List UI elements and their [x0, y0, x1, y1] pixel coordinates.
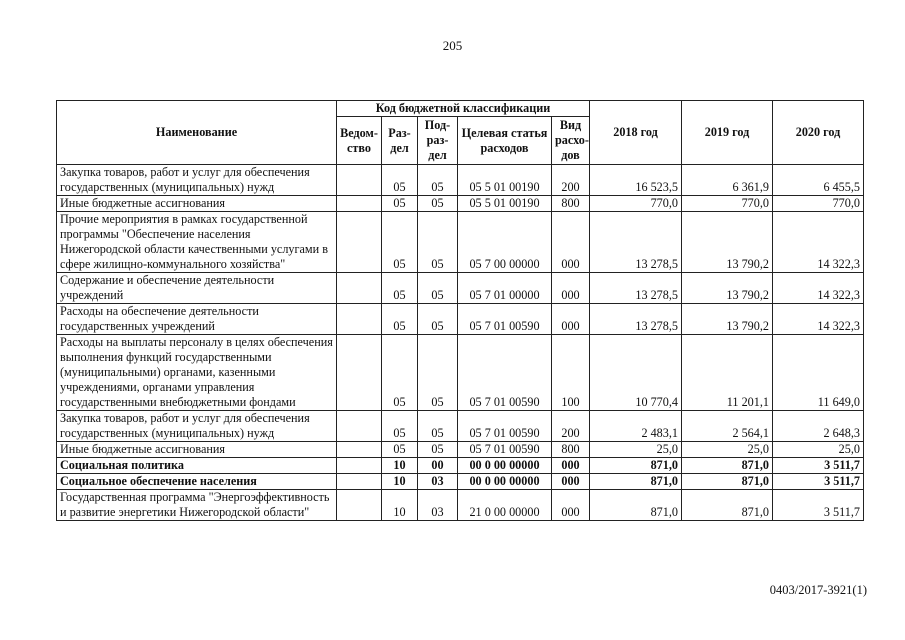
- row-target: 05 5 01 00190: [458, 196, 552, 212]
- row-2020: 14 322,3: [773, 273, 864, 304]
- row-target: 05 7 01 00590: [458, 304, 552, 335]
- row-2020: 3 511,7: [773, 458, 864, 474]
- row-2018: 2 483,1: [590, 411, 682, 442]
- page-number: 205: [442, 38, 463, 53]
- row-vid: 000: [552, 304, 590, 335]
- row-vedomstvo: [337, 212, 382, 273]
- row-name: Социальное обеспечение населения: [57, 474, 337, 490]
- row-podrazdel: 05: [418, 212, 458, 273]
- header-2020: 2020 год: [773, 101, 864, 165]
- row-2019: 2 564,1: [682, 411, 773, 442]
- row-name: Иные бюджетные ассигнования: [57, 196, 337, 212]
- row-2020: 14 322,3: [773, 212, 864, 273]
- document-code: 0403/2017-3921(1): [769, 583, 867, 597]
- header-vedomstvo: Ведом-ство: [337, 117, 382, 165]
- row-razdel: 05: [382, 304, 418, 335]
- row-vid: 000: [552, 273, 590, 304]
- row-2020: 3 511,7: [773, 490, 864, 521]
- row-vedomstvo: [337, 304, 382, 335]
- row-razdel: 10: [382, 458, 418, 474]
- table-row: [57, 490, 864, 521]
- row-2019: 871,0: [682, 458, 773, 474]
- row-2018: 13 278,5: [590, 212, 682, 273]
- row-podrazdel: 05: [418, 411, 458, 442]
- row-razdel: 05: [382, 273, 418, 304]
- row-podrazdel: 05: [418, 273, 458, 304]
- row-razdel: 05: [382, 335, 418, 411]
- row-2019: 13 790,2: [682, 273, 773, 304]
- row-name: Иные бюджетные ассигнования: [57, 442, 337, 458]
- row-2018: 13 278,5: [590, 273, 682, 304]
- row-name: Расходы на обеспечение деятельности государственных учреждений: [57, 304, 337, 335]
- row-2020: 2 648,3: [773, 411, 864, 442]
- row-vedomstvo: [337, 411, 382, 442]
- row-target: 05 7 01 00590: [458, 335, 552, 411]
- row-2018: 13 278,5: [590, 304, 682, 335]
- row-vid: 100: [552, 335, 590, 411]
- row-2020: 25,0: [773, 442, 864, 458]
- table-row: [57, 196, 864, 212]
- row-razdel: 05: [382, 442, 418, 458]
- row-vid: 000: [552, 490, 590, 521]
- table-row: [57, 165, 864, 196]
- row-vedomstvo: [337, 165, 382, 196]
- row-2020: 14 322,3: [773, 304, 864, 335]
- row-2019: 25,0: [682, 442, 773, 458]
- table-row: [57, 273, 864, 304]
- table-row: [57, 304, 864, 335]
- row-razdel: 10: [382, 490, 418, 521]
- row-2018: 770,0: [590, 196, 682, 212]
- row-vid: 000: [552, 458, 590, 474]
- row-target: 21 0 00 00000: [458, 490, 552, 521]
- row-target: 05 7 01 00590: [458, 442, 552, 458]
- table-row: [57, 411, 864, 442]
- row-2018: 16 523,5: [590, 165, 682, 196]
- row-target: 05 5 01 00190: [458, 165, 552, 196]
- header-podrazdel: Под-раз-дел: [418, 117, 458, 165]
- row-2018: 871,0: [590, 474, 682, 490]
- row-name: Закупка товаров, работ и услуг для обеспечения государственных (муниципальных) нужд: [57, 411, 337, 442]
- row-name: Содержание и обеспечение деятельности учреждений: [57, 273, 337, 304]
- row-vedomstvo: [337, 458, 382, 474]
- row-vid: 000: [552, 212, 590, 273]
- header-2019: 2019 год: [682, 101, 773, 165]
- row-2019: 6 361,9: [682, 165, 773, 196]
- table-row: [57, 212, 864, 273]
- table-row: [57, 442, 864, 458]
- row-razdel: 05: [382, 165, 418, 196]
- row-vedomstvo: [337, 490, 382, 521]
- row-2018: 871,0: [590, 458, 682, 474]
- row-2018: 871,0: [590, 490, 682, 521]
- row-2020: 3 511,7: [773, 474, 864, 490]
- row-vid: 000: [552, 474, 590, 490]
- row-podrazdel: 05: [418, 442, 458, 458]
- row-2018: 10 770,4: [590, 335, 682, 411]
- row-vid: 800: [552, 442, 590, 458]
- row-2020: 770,0: [773, 196, 864, 212]
- row-podrazdel: 05: [418, 335, 458, 411]
- row-vedomstvo: [337, 196, 382, 212]
- row-vedomstvo: [337, 474, 382, 490]
- row-target: 05 7 00 00000: [458, 212, 552, 273]
- row-name: Социальная политика: [57, 458, 337, 474]
- row-2019: 770,0: [682, 196, 773, 212]
- row-2019: 11 201,1: [682, 335, 773, 411]
- table-row: [57, 458, 864, 474]
- header-razdel: Раз-дел: [382, 117, 418, 165]
- row-target: 00 0 00 00000: [458, 474, 552, 490]
- row-name: Закупка товаров, работ и услуг для обеспечения государственных (муниципальных) нужд: [57, 165, 337, 196]
- header-name: Наименование: [57, 101, 337, 165]
- row-name: Государственная программа "Энергоэффективность и развитие энергетики Нижегородской области": [57, 490, 337, 521]
- row-vid: 800: [552, 196, 590, 212]
- budget-table: [56, 100, 864, 521]
- row-vedomstvo: [337, 442, 382, 458]
- row-vedomstvo: [337, 335, 382, 411]
- row-2019: 871,0: [682, 474, 773, 490]
- row-razdel: 05: [382, 212, 418, 273]
- row-target: 05 7 01 00000: [458, 273, 552, 304]
- header-target: Целевая статья расходов: [458, 117, 552, 165]
- row-2018: 25,0: [590, 442, 682, 458]
- row-razdel: 05: [382, 196, 418, 212]
- row-podrazdel: 05: [418, 196, 458, 212]
- row-vedomstvo: [337, 273, 382, 304]
- row-name: Прочие мероприятия в рамках государственной программы "Обеспечение населения Нижегородской области качественными услугами в сфере жилищно-коммунального хозяйства": [57, 212, 337, 273]
- row-vid: 200: [552, 165, 590, 196]
- header-2018: 2018 год: [590, 101, 682, 165]
- row-vid: 200: [552, 411, 590, 442]
- row-2020: 6 455,5: [773, 165, 864, 196]
- row-2019: 13 790,2: [682, 212, 773, 273]
- row-target: 05 7 01 00590: [458, 411, 552, 442]
- row-podrazdel: 03: [418, 490, 458, 521]
- row-2020: 11 649,0: [773, 335, 864, 411]
- row-name: Расходы на выплаты персоналу в целях обеспечения выполнения функций государственными (муниципальными) органами, казенными учреждениями, органами управления государственными внебюджетными фондами: [57, 335, 337, 411]
- row-2019: 871,0: [682, 490, 773, 521]
- row-podrazdel: 00: [418, 458, 458, 474]
- header-vid: Вид расхо-дов: [552, 117, 590, 165]
- table-row: [57, 335, 864, 411]
- row-target: 00 0 00 00000: [458, 458, 552, 474]
- row-razdel: 10: [382, 474, 418, 490]
- table-body: [57, 165, 864, 521]
- header-code-group: Код бюджетной классификации: [337, 101, 590, 117]
- row-podrazdel: 03: [418, 474, 458, 490]
- row-podrazdel: 05: [418, 304, 458, 335]
- row-podrazdel: 05: [418, 165, 458, 196]
- row-2019: 13 790,2: [682, 304, 773, 335]
- row-razdel: 05: [382, 411, 418, 442]
- table-row: [57, 474, 864, 490]
